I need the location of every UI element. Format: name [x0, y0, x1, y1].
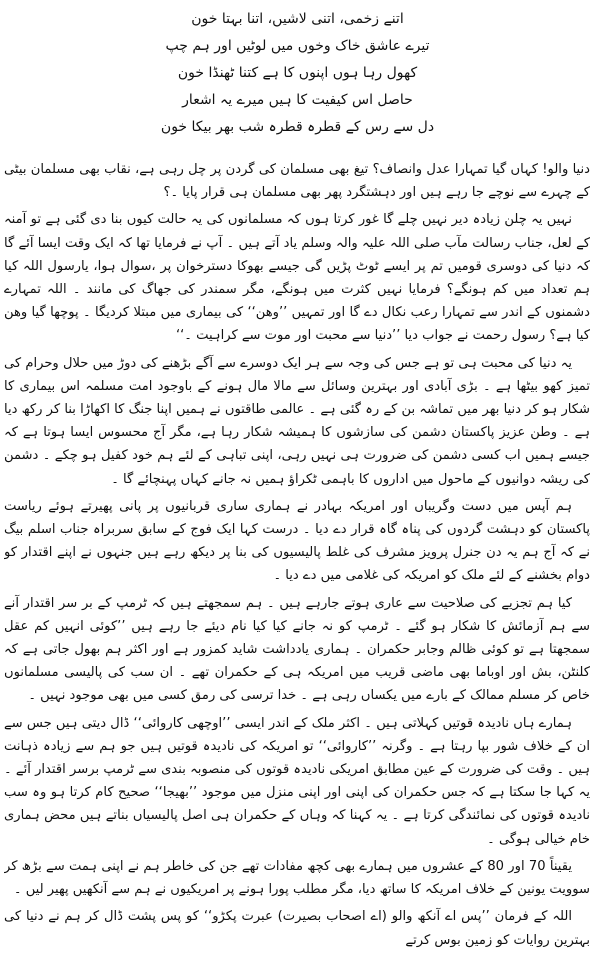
- article-paragraph: نہیں یہ چلن زیادہ دیر نہیں چلے گا غور کرتا ہوں کہ مسلمانوں کی یہ حالت کیوں بنا دی گئی ہے تو آمنہ کے لعل، جناب رسالت مآب صلی اللہ علیہ والہ وسلم یاد آتے ہیں ۔ آپ نے فرمایا تھا کہ ایک وقت ایسا آئے گا کہ دنیا کی دوسری قومیں تم پر ایسے ٹوٹ پڑیں گی جیسے بھوکا دسترخوان پر ،سوال ہوا، یارسول اللہ کیا ہم تعداد میں کم ہونگے؟ فرمایا نہیں کثرت میں ہونگے، مگر سمندر کی جھاگ کی مانند ۔ اللہ تمہارے دشمنوں کے اندر سے تمہارا رعب نکال دے گا اور تمہیں ’’وھن‘‘ کی بیماری میں مبتلا کردیگا ۔ پوچھا گیا وھن کیا ہے؟ رسول رحمت نے جواب دیا ’’دنیا سے محبت اور موت سے کراہیت ۔‘‘: [4, 212, 590, 344]
- article-paragraph: یقیناً 70 اور 80 کے عشروں میں ہمارے بھی کچھ مفادات تھے جن کی خاطر ہم نے اپنی ہمت سے بڑھ کر سوویت یونین کے خلاف امریکہ کا ساتھ دیا، مگر مطلب پورا ہونے پر امریکیوں نے ہم سے آنکھیں پھیر لیں ۔: [4, 858, 590, 898]
- poem-verse: دل سے رس کے قطرہ قطرہ شب بھر بیکا خون: [160, 119, 435, 135]
- article-paragraph: یہ دنیا کی محبت ہی تو ہے جس کی وجہ سے ہر ایک دوسرے سے آگے بڑھنے کی دوڑ میں حلال وحرام کی تمیز کھو بیٹھا ہے ۔ بڑی آبادی اور بہترین وسائل سے مالا مال ہونے کے باوجود امت مسلمہ اس بیماری کا شکار ہو کر دنیا بھر میں تماشہ بن کے رہ گئی ہے ۔ عالمی طاقتوں نے ہمیں اپنا جنگ کا اکھاڑا بنا کر رکھ دیا ہے ۔ وطن عزیز پاکستان دشمن کی سازشوں کا ہمیشہ شکار رہا ہے، مگر آج محسوس ایسا ہوتا ہے کہ جیسے ہمیں اب کسی دشمن کی ضرورت ہی نہیں رہی، اپنی تباہی کے لئے ہم خود کفیل ہو چکے ۔ دشمن کی ریشہ دوانیوں کے ماحول میں اداروں کا باہمی ٹکراؤ ہمیں نہ جانے کہاں پہنچائے گا ۔: [4, 355, 590, 487]
- article-body: [4, 158, 590, 956]
- article-paragraph: اللہ کے فرمان ’’پس اے آنکھ والو (اے اصحاب بصیرت) عبرت پکڑو‘‘ کو پس پشت ڈال کر ہم نے دنیا کی بہترین روایات کو زمین بوس کرتے: [4, 909, 590, 948]
- poem-verse: کھول رہا ہوں اپنوں کا ہے کتنا ٹھنڈا خون: [177, 65, 418, 81]
- article-paragraph: ہمارے ہاں نادیدہ قوتیں کہلاتی ہیں ۔ اکثر ملک کے اندر ایسی ’’اوچھی کاروائی‘‘ ڈال دیتی ہیں جس سے ان کے خلاف شور بپا رہتا ہے ۔ وگرنہ ’’کاروائی‘‘ تو امریکہ کی نادیدہ قوتیں ہیں جو ہم سے زیادہ ذہانت ہیں ۔ وقت کی ضرورت کے عین مطابق امریکی نادیدہ قوتوں کی منصوبہ بندی سے ٹرمپ برسر اقتدار آئے ۔ یہ کہا جا سکتا ہے کہ جس حکمران کی اپنی اور اپنی منزل میں موجود ’’بھیجا‘‘ صحیح کام کرتا ہو وہ سب نادیدہ قوتوں کی نمائندگی کرتا ہے ۔ یہ کہنا کہ وہاں کے حکمران ہی اصل پالیسیاں بناتے ہیں محض ہماری خام خیالی ہوگی ۔: [4, 715, 590, 847]
- poem-verse: حاصل اس کیفیت کا ہیں میرے یہ اشعار: [182, 92, 413, 108]
- article-paragraph: کیا ہم تجزیے کی صلاحیت سے عاری ہوتے جارہے ہیں ۔ ہم سمجھتے ہیں کہ ٹرمپ کے بر سر اقتدار آنے سے ہم آزمائش کا شکار ہو گئے ۔ ٹرمپ کو نہ جانے کیا کیا نام دیئے جا رہے ہیں ’’کوئی انہیں کم عقل سمجھتا ہے تو کوئی ظالم وجابر حکمران ۔ ہماری یادداشت شاید کمزور ہے اور اکثر ہم بھول جاتی ہے کہ کلنٹن، بش اور اوباما بھی ماضی قریب میں امریکہ ہی کے حکمران تھے ۔ ان سب کی پالیسی مسلمانوں خاص کر مسلم ممالک کے بارے میں یکساں رہی ہے ۔ خدا ترسی کی رمق کسی میں بھی موجود نہیں ۔: [4, 595, 590, 704]
- poem-verse: تیرے عاشق خاک وخوں میں لوٹیں اور ہم چپ: [165, 38, 430, 54]
- poem: [0, 6, 595, 141]
- poem-verse: اتنے زخمی، اتنی لاشیں، اتنا بہتا خون: [191, 11, 404, 27]
- article-paragraph: دنیا والو! کہاں گیا تمہارا عدل وانصاف؟ تیغ بھی مسلمان کی گردن پر چل رہی ہے، نقاب بھی مسلمان بیٹی کے چہرے سے نوچے جا رہے ہیں اور دہشتگرد پھر بھی مسلمان ہی قرار پایا ۔؟: [4, 162, 590, 201]
- article-paragraph: ہم آپس میں دست وگریباں اور امریکہ بہادر نے ہماری ساری قربانیوں پر پانی پھیرتے ہوئے ریاست پاکستان کو دہشت گردوں کی پناہ گاہ قرار دے دیا ۔ درست کہا ایک فوج کے سابق سربراہ جناب اسلم بیگ نے کہ آج ہم یہ دن جنرل پرویز مشرف کی غلط پالیسیوں کی بنا پر دیکھ رہے ہیں جنہوں نے اپنے اقتدار کو دوام بخشنے کے لئے ملک کو امریکہ کی غلامی میں دے دیا ۔: [4, 498, 590, 584]
